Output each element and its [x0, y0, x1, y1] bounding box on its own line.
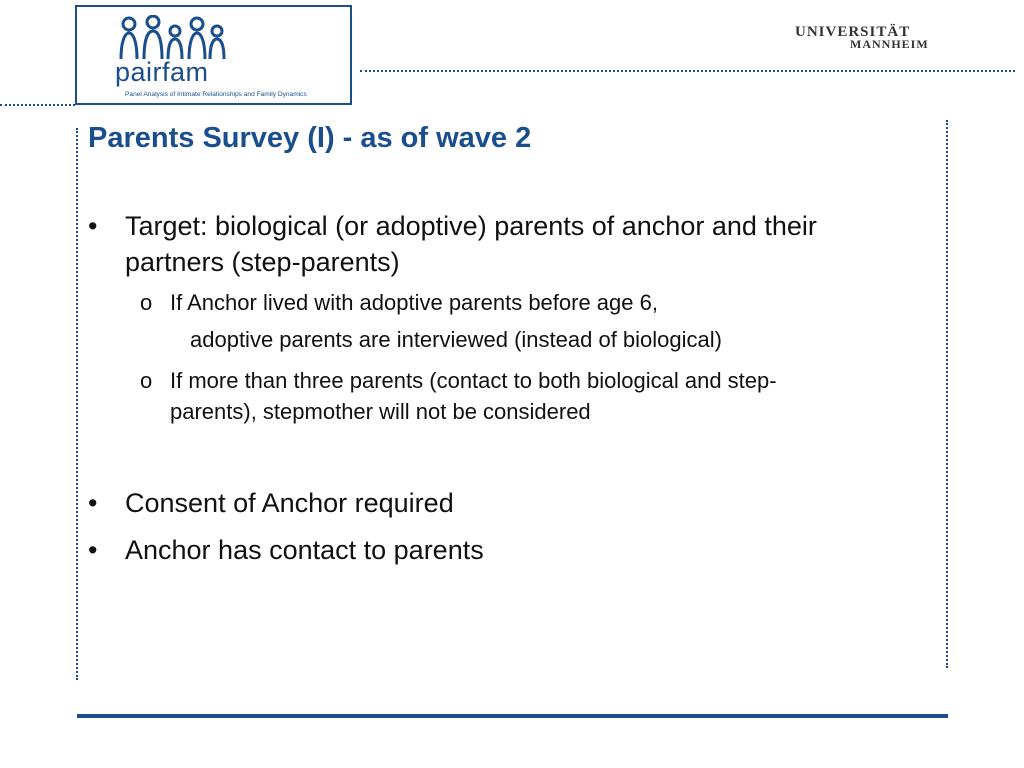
- logo-tagline: Panel Analysis of Intimate Relationships and Family Dynamics: [125, 91, 307, 98]
- university-logo-line1: UNIVERSITÄT: [795, 24, 911, 40]
- pairfam-logo: [75, 5, 352, 105]
- left-dotted-rule: [0, 104, 75, 106]
- slide-title: Parents Survey (I) - as of wave 2: [88, 122, 532, 154]
- sub-bullet-marker: o: [140, 368, 153, 393]
- sub-bullet-1-line1: If Anchor lived with adoptive parents before age 6,: [170, 290, 658, 315]
- sub-bullet-2-line1: If more than three parents (contact to both biological and step-: [170, 368, 777, 393]
- right-dotted-border: [946, 120, 948, 668]
- sub-bullet-marker: o: [140, 290, 153, 315]
- bullet-3-text: Anchor has contact to parents: [125, 535, 484, 565]
- bullet-marker: •: [88, 488, 98, 518]
- left-dotted-border: [76, 128, 78, 680]
- logo-wordmark: pairfam: [115, 57, 209, 87]
- header-dotted-rule: [360, 70, 1015, 72]
- bullet-marker: •: [88, 211, 98, 241]
- family-figures-icon: [117, 15, 227, 59]
- footer-rule: [77, 714, 948, 718]
- sub-bullet-2-line2: parents), stepmother will not be considered: [170, 399, 591, 424]
- bullet-marker: •: [88, 535, 98, 565]
- bullet-1-line1: Target: biological (or adoptive) parents of anchor and their: [125, 211, 817, 241]
- university-logo-line2: MANNHEIM: [850, 37, 929, 51]
- sub-bullet-1-line2: adoptive parents are interviewed (instead of biological): [190, 327, 722, 352]
- bullet-1-line2: partners (step-parents): [125, 247, 400, 277]
- bullet-2-text: Consent of Anchor required: [125, 488, 454, 518]
